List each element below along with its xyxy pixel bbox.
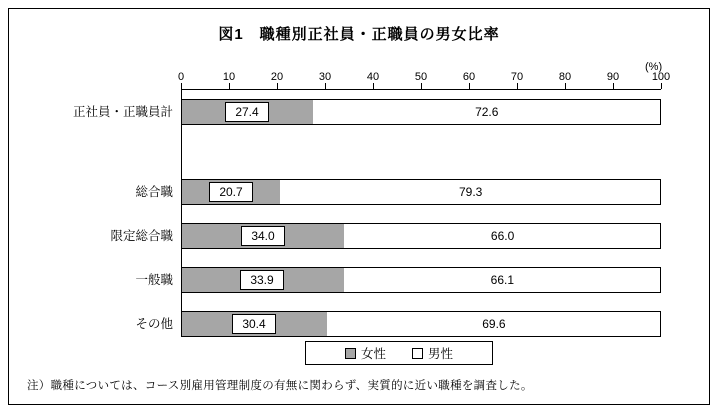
value-label-male: 79.3 (459, 185, 483, 199)
legend-label-female: 女性 (360, 347, 386, 361)
page-title: 図1 職種別正社員・正職員の男女比率 (218, 26, 500, 43)
value-label-female: 33.9 (240, 270, 284, 290)
category-label: その他 (135, 317, 173, 331)
category-label: 正社員・正職員計 (72, 105, 173, 119)
category-label: 限定総合職 (110, 229, 173, 243)
value-label-male: 66.1 (490, 273, 515, 287)
bar-row (135, 267, 661, 293)
bar-row (135, 179, 661, 205)
bar-row (135, 311, 661, 337)
x-tick-label: 20 (270, 71, 284, 83)
bar-row (110, 223, 661, 249)
unit-label: (%) (645, 61, 663, 73)
x-tick-label: 30 (318, 71, 332, 83)
legend-item-female (345, 344, 386, 362)
value-label-male: 72.6 (475, 105, 499, 119)
plot-area (72, 81, 661, 331)
value-label-female: 20.7 (209, 182, 253, 202)
value-label-female: 34.0 (241, 226, 285, 246)
x-tick-label: 80 (558, 71, 572, 83)
x-tick-label: 50 (414, 71, 428, 83)
x-tick-label: 60 (462, 71, 476, 83)
value-label-female: 27.4 (225, 102, 269, 122)
x-tick-mark (661, 83, 662, 89)
legend-item-male (412, 344, 453, 362)
legend (305, 341, 493, 365)
x-tick-label: 10 (222, 71, 236, 83)
chart-frame (8, 8, 710, 405)
category-label: 総合職 (135, 185, 173, 199)
x-tick-label: 90 (606, 71, 620, 83)
bar-row (72, 99, 661, 125)
x-tick-label: 100 (651, 71, 671, 83)
x-tick-label: 0 (177, 71, 185, 83)
x-tick-label: 70 (510, 71, 524, 83)
x-tick-label: 40 (366, 71, 380, 83)
legend-swatch-icon (345, 348, 356, 359)
value-label-male: 66.0 (490, 229, 515, 243)
value-label-male: 69.6 (482, 317, 506, 331)
footnote: 注）職種については、コース別雇用管理制度の有無に関わらず、実質的に近い職種を調査した。 (27, 380, 533, 392)
category-label: 一般職 (135, 273, 173, 287)
legend-label-male: 男性 (428, 347, 454, 361)
legend-swatch-icon (412, 348, 423, 359)
value-label-female: 30.4 (232, 314, 276, 334)
